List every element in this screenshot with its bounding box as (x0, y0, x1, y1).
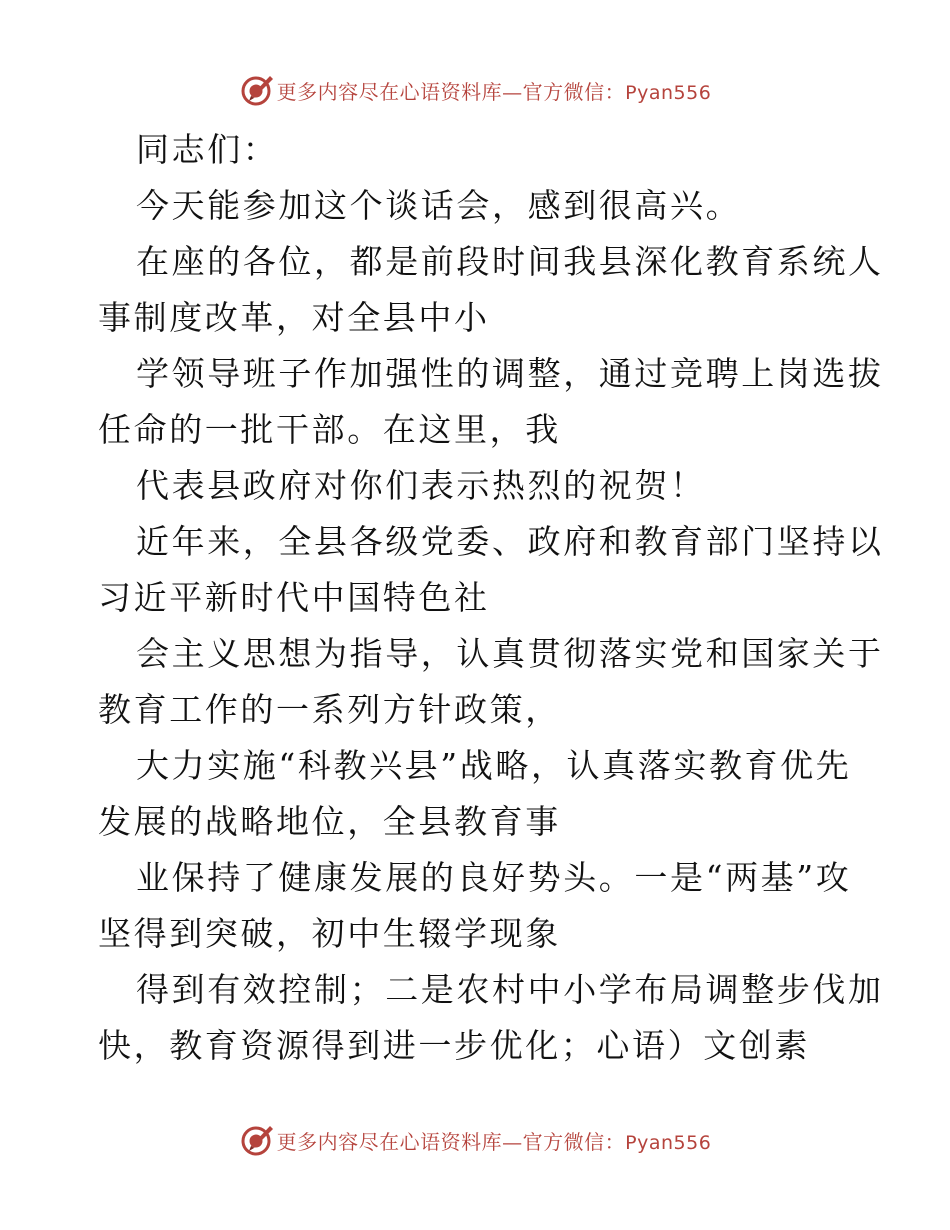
text-line: 坚得到突破，初中生辍学现象 (98, 914, 561, 953)
header-watermark-banner (0, 70, 950, 110)
quill-pen-logo-icon (239, 72, 275, 108)
text-line: 快，教育资源得到进一步优化；心语）文创素 (98, 1026, 810, 1065)
text-line: 教育工作的一系列方针政策， (98, 690, 561, 729)
text-line: 习近平新时代中国特色社 (98, 578, 490, 617)
text-line: 代表县政府对你们表示热烈的祝贺！ (136, 466, 706, 505)
text-line: 事制度改革，对全县中小 (98, 298, 490, 337)
wechat-id: Pyan556 (625, 81, 712, 104)
text-line: 业保持了健康发展的良好势头。一是“两基”攻 (136, 858, 852, 897)
text-line: 今天能参加这个谈话会，感到很高兴。 (136, 186, 742, 225)
text-line: 发展的战略地位，全县教育事 (98, 802, 561, 841)
footer-watermark-banner (0, 1120, 950, 1160)
text-line: 同志们： (136, 130, 279, 169)
banner-text: 更多内容尽在心语资料库—官方微信：Pyan556 (276, 1129, 712, 1154)
banner-text: 更多内容尽在心语资料库—官方微信：Pyan556 (276, 79, 712, 104)
wechat-id: Pyan556 (625, 1131, 712, 1154)
text-line: 在座的各位，都是前段时间我县深化教育系统人 (136, 242, 884, 281)
text-line: 大力实施“科教兴县”战略，认真落实教育优先 (136, 746, 852, 785)
quill-pen-logo-icon (239, 1122, 275, 1158)
document-body (98, 122, 884, 1074)
text-line: 学领导班子作加强性的调整，通过竞聘上岗选拔 (136, 354, 884, 393)
text-line: 任命的一批干部。在这里，我 (98, 410, 561, 449)
text-line: 得到有效控制；二是农村中小学布局调整步伐加 (136, 970, 884, 1009)
text-line: 近年来，全县各级党委、政府和教育部门坚持以 (136, 522, 884, 561)
text-line: 会主义思想为指导，认真贯彻落实党和国家关于 (136, 634, 884, 673)
